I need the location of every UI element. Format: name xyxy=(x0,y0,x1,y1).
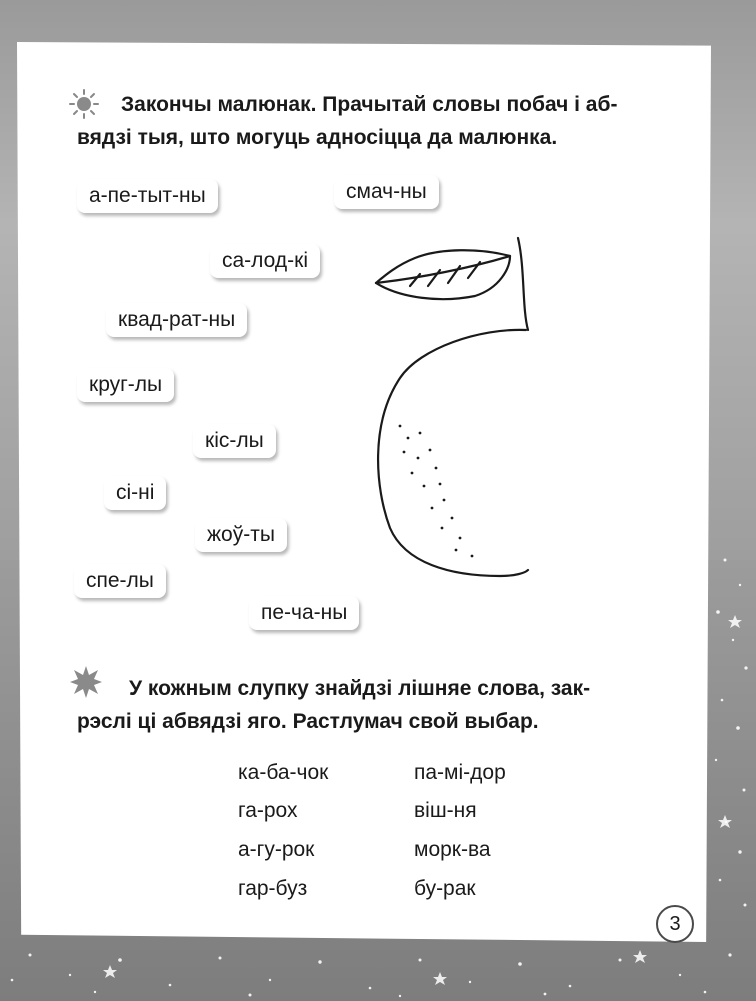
column1-word[interactable]: гар-буз xyxy=(238,877,308,900)
word-card[interactable]: пе-ча-ны xyxy=(249,596,359,630)
page-number: 3 xyxy=(656,905,694,943)
sun-icon xyxy=(66,88,102,120)
task1-instruction-line1: Закончы малюнак. Прачытай словы побач і аб- xyxy=(121,93,618,116)
word-card[interactable]: а-пе-тыт-ны xyxy=(77,179,218,213)
column2-word[interactable]: віш-ня xyxy=(414,799,477,822)
task1-instruction xyxy=(77,88,669,154)
word-card[interactable]: квад-рат-ны xyxy=(106,303,247,337)
column2-word[interactable]: морк-ва xyxy=(414,838,491,861)
word-card[interactable]: жоў-ты xyxy=(195,518,287,552)
word-card[interactable]: смач-ны xyxy=(334,175,439,209)
task1-instruction-line2: вядзі тыя, што могуць адносіцца да малюнка. xyxy=(77,126,558,149)
column2-word[interactable]: бу-рак xyxy=(414,877,476,900)
word-card[interactable]: кіс-лы xyxy=(193,424,276,458)
star-icon xyxy=(68,664,104,700)
word-card[interactable]: сі-ні xyxy=(104,476,166,510)
column1-word[interactable]: га-рох xyxy=(238,799,298,822)
task2-instruction-line2: рэслі ці абвядзі яго. Растлумач свой выбар. xyxy=(77,710,539,733)
column1-word[interactable]: а-гу-рок xyxy=(238,838,315,861)
word-card[interactable]: са-лод-кі xyxy=(210,244,320,278)
column2-word[interactable]: па-мі-дор xyxy=(414,761,506,784)
task2-instruction xyxy=(77,672,669,738)
half-apple-drawing xyxy=(360,228,545,583)
word-card[interactable]: круг-лы xyxy=(77,368,174,402)
word-card[interactable]: спе-лы xyxy=(74,564,166,598)
column1-word[interactable]: ка-ба-чок xyxy=(238,761,329,784)
task2-instruction-line1: У кожным слупку знайдзі лішняе слова, зак- xyxy=(129,677,591,700)
